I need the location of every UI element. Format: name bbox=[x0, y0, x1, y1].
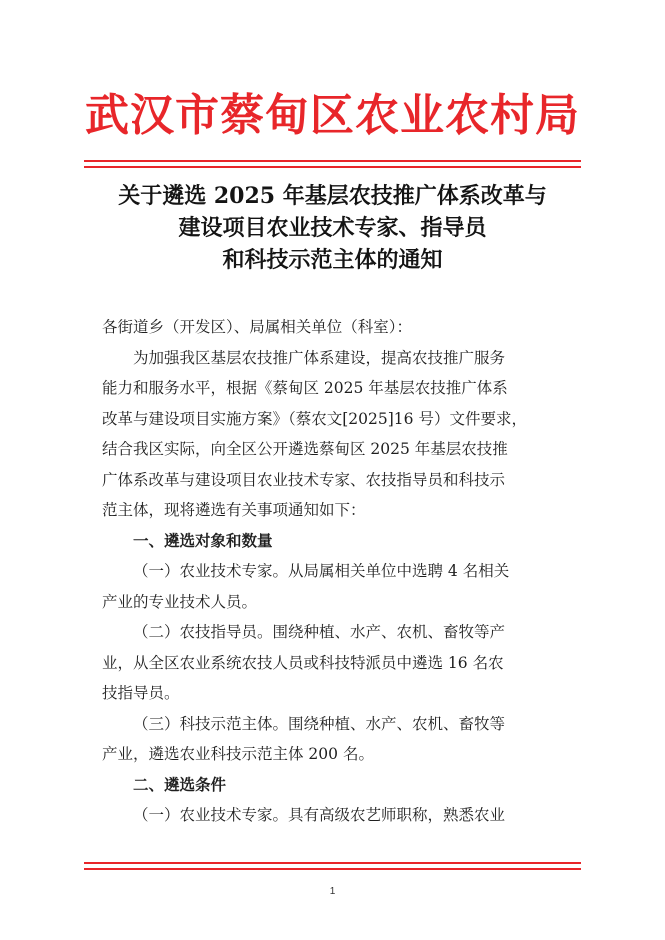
page-number: 1 bbox=[329, 886, 336, 897]
red-rule-top-thin bbox=[84, 166, 581, 168]
item-line: 产业，遴选农业科技示范主体 200 名。 bbox=[102, 745, 374, 763]
intro-line: 结合我区实际，向全区公开遴选蔡甸区 2025 年基层农技推 bbox=[102, 440, 508, 458]
item-line: （一）农业技术专家。从局属相关单位中选聘 4 名相关 bbox=[133, 562, 510, 580]
document-title bbox=[60, 180, 605, 276]
masthead-title: 武汉市蔡甸区农业农村局 bbox=[85, 90, 580, 141]
intro-line: 广体系改革与建设项目农业技术专家、农技指导员和科技示 bbox=[102, 470, 506, 489]
section-heading: 二、遴选条件 bbox=[133, 775, 227, 794]
item-line: （二）农技指导员。围绕种植、水产、农机、畜牧等产 bbox=[133, 623, 506, 641]
item-line: 技指导员。 bbox=[102, 684, 180, 702]
item-line: 产业的专业技术人员。 bbox=[102, 592, 258, 611]
intro-line: 范主体，现将遴选有关事项通知如下： bbox=[102, 501, 366, 519]
red-rule-top bbox=[84, 160, 581, 162]
red-rule-bottom-thin bbox=[84, 868, 581, 870]
item-line: 业，从全区农业系统农技人员或科技特派员中遴选 16 名农 bbox=[102, 653, 504, 672]
intro-line: 改革与建设项目实施方案》（蔡农文[2025]16 号）文件要求， bbox=[102, 409, 527, 428]
title-line: 建设项目农业技术专家、指导员 bbox=[178, 215, 487, 241]
red-rule-bottom bbox=[84, 862, 581, 864]
title-line: 和科技示范主体的通知 bbox=[222, 247, 443, 273]
document-body bbox=[102, 312, 572, 831]
section-heading: 一、遴选对象和数量 bbox=[133, 531, 273, 550]
intro-line: 为加强我区基层农技推广体系建设，提高农技推广服务 bbox=[133, 348, 506, 367]
salutation: 各街道乡（开发区）、局属相关单位（科室）： bbox=[102, 318, 413, 336]
intro-line: 能力和服务水平，根据《蔡甸区 2025 年基层农技推广体系 bbox=[102, 379, 508, 397]
title-line: 关于遴选 2025 年基层农技推广体系改革与 bbox=[118, 183, 547, 209]
item-line: （一）农业技术专家。具有高级农艺师职称，熟悉农业 bbox=[133, 806, 506, 824]
item-line: （三）科技示范主体。围绕种植、水产、农机、畜牧等 bbox=[133, 714, 506, 733]
